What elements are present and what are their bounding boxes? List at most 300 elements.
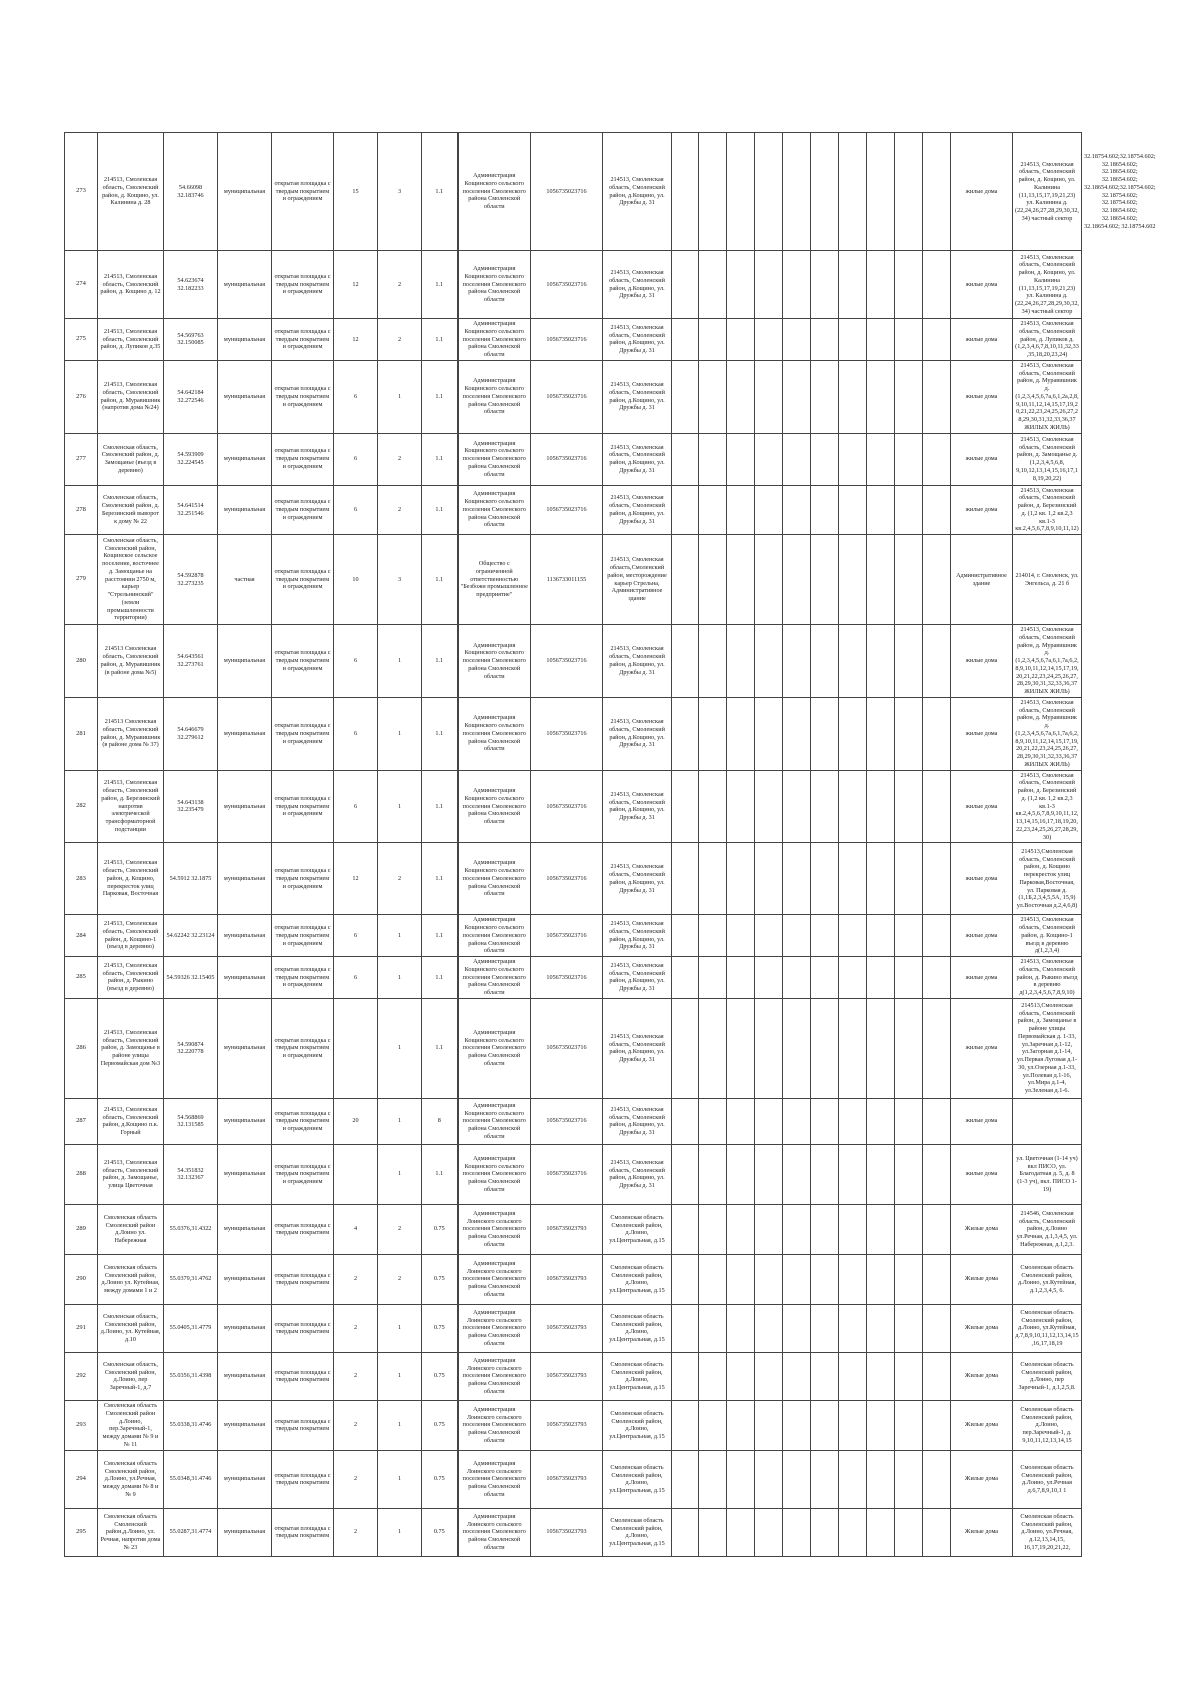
cell-empty — [867, 1204, 895, 1254]
cell-org: Администрация Кощинского сельского поселения Смоленского района Смоленской области — [458, 133, 531, 251]
table-row — [65, 957, 1158, 999]
cell-extra — [1082, 625, 1158, 698]
cell-n: 292 — [65, 1352, 98, 1400]
cell-empty — [867, 1304, 895, 1352]
cell-empty — [783, 535, 811, 625]
cell-vol: 1.1 — [422, 957, 458, 999]
cell-n: 288 — [65, 1144, 98, 1204]
cell-empty — [923, 1144, 951, 1204]
cell-cover: открытая площадка с твердым покрытием и ограждением — [272, 1144, 334, 1204]
cell-empty — [783, 998, 811, 1098]
cell-area — [334, 1144, 378, 1204]
cell-empty — [867, 360, 895, 433]
cell-orgaddr: Смоленская область Смоленский район, д.Лоино, ул.Центральная, д.15 — [603, 1352, 672, 1400]
cell-empty — [755, 998, 783, 1098]
cell-src: жилые дома — [951, 360, 1013, 433]
cell-vol: 0.75 — [422, 1254, 458, 1304]
cell-orgaddr: Смоленская область Смоленский район, д.Лоино, ул.Центральная, д.15 — [603, 1450, 672, 1508]
cell-empty — [672, 1254, 699, 1304]
cell-addr: 214513 Смоленская область, Смоленский район, д. Муравишник (в районе дома № 37) — [98, 697, 164, 770]
cell-vol: 1.1 — [422, 915, 458, 957]
cell-empty — [923, 1304, 951, 1352]
cell-n: 278 — [65, 485, 98, 535]
cell-cover: открытая площадка с твердым покрытием — [272, 1400, 334, 1450]
cell-empty — [727, 998, 755, 1098]
cell-empty — [783, 770, 811, 843]
cell-empty — [811, 360, 839, 433]
cell-empty — [923, 1400, 951, 1450]
cell-empty — [699, 1304, 727, 1352]
cell-extra — [1082, 843, 1158, 915]
table-row — [65, 697, 1158, 770]
cell-coords: 54.62242 32.23124 — [164, 915, 218, 957]
cell-empty — [755, 957, 783, 999]
cell-addr: 214513 Смоленская область, Смоленский район, д. Муравишник (в районе дома №5) — [98, 625, 164, 698]
cell-empty — [727, 251, 755, 319]
cell-empty — [755, 697, 783, 770]
cell-n: 282 — [65, 770, 98, 843]
cell-srcaddr: 214513,Смоленская область, Смоленский район, д. Замощанье в районе улицы Первомайская д. 1-33, ул.Заречная д.1-12, ул.Загорная д.1-14, ул.Первая Луговая д.1-30, ул.Озерная д.1-33, ул.Полевая д.1-16, ул.Мира д.1-4, ул.Зеленая д.1-6. — [1013, 998, 1082, 1098]
cell-cover: открытая площадка с твердым покрытием и ограждением — [272, 433, 334, 485]
cell-empty — [672, 133, 699, 251]
cell-coords: 54.5912 32.1875 — [164, 843, 218, 915]
cell-empty — [755, 1254, 783, 1304]
cell-empty — [839, 697, 867, 770]
cell-empty — [839, 1254, 867, 1304]
cell-empty — [783, 360, 811, 433]
cell-empty — [727, 1450, 755, 1508]
cell-org: Администрация Лоинского сельского поселения Смоленского района Смоленской области — [458, 1508, 531, 1556]
cell-n: 275 — [65, 319, 98, 361]
cell-empty — [839, 251, 867, 319]
cell-srcaddr: Смоленская область Смоленский район, д.Лоино, пер Заречный-1, д.1,2,5,8. — [1013, 1352, 1082, 1400]
cell-cover: открытая площадка с твердым покрытием и ограждением — [272, 535, 334, 625]
cell-area: 6 — [334, 360, 378, 433]
cell-srcaddr: Смоленская область Смоленский район, д.Лоино, ул.Речная, д.12,13,14,15, 16,17,19,20,21,22, — [1013, 1508, 1082, 1556]
cell-empty — [755, 133, 783, 251]
cell-src: Жилые дома — [951, 1304, 1013, 1352]
cell-area: 6 — [334, 697, 378, 770]
cell-area: 2 — [334, 1352, 378, 1400]
cell-orgaddr: 214513, Смоленская область, Смоленский район, д.Кощино, ул. Дружбы д. 31 — [603, 360, 672, 433]
cell-empty — [923, 1450, 951, 1508]
cell-ogrn: 1056735023793 — [531, 1254, 603, 1304]
cell-n: 283 — [65, 843, 98, 915]
cell-area: 6 — [334, 915, 378, 957]
cell-org: Администрация Кощинского сельского поселения Смоленского района Смоленской области — [458, 433, 531, 485]
cell-empty — [839, 957, 867, 999]
cell-empty — [811, 1254, 839, 1304]
cell-vol: 1.1 — [422, 843, 458, 915]
cell-n: 294 — [65, 1450, 98, 1508]
cell-org: Администрация Кощинского сельского поселения Смоленского района Смоленской области — [458, 485, 531, 535]
cell-empty — [867, 485, 895, 535]
cell-src: Жилые дома — [951, 1400, 1013, 1450]
cell-coords: 54.568869 32.131585 — [164, 1098, 218, 1144]
cell-empty — [923, 251, 951, 319]
cell-org: Администрация Лоинского сельского поселения Смоленского района Смоленской области — [458, 1352, 531, 1400]
cell-n: 276 — [65, 360, 98, 433]
cell-ogrn: 1056735023716 — [531, 485, 603, 535]
cell-ogrn: 1056735023716 — [531, 697, 603, 770]
cell-empty — [755, 625, 783, 698]
cell-empty — [727, 1352, 755, 1400]
cell-area: 15 — [334, 133, 378, 251]
cell-empty — [672, 843, 699, 915]
cell-area: 2 — [334, 1254, 378, 1304]
cell-empty — [783, 485, 811, 535]
cell-empty — [755, 915, 783, 957]
cell-empty — [727, 957, 755, 999]
cell-area: 10 — [334, 535, 378, 625]
cell-empty — [672, 360, 699, 433]
table-row — [65, 1304, 1158, 1352]
cell-empty — [672, 485, 699, 535]
cell-own: муниципальная — [218, 1450, 272, 1508]
cell-vol: 1.1 — [422, 251, 458, 319]
cell-orgaddr: 214513, Смоленская область, Смоленский район, д.Кощино, ул. Дружбы д. 31 — [603, 770, 672, 843]
cell-empty — [895, 957, 923, 999]
cell-n: 277 — [65, 433, 98, 485]
cell-src: жилые дома — [951, 770, 1013, 843]
cell-cover: открытая площадка с твердым покрытием — [272, 1304, 334, 1352]
cell-own: муниципальная — [218, 1400, 272, 1450]
cell-addr: 214513, Смоленская область, Смоленский район, д. Замощанье в районе улицы Первомайская дом №3 — [98, 998, 164, 1098]
cell-empty — [727, 915, 755, 957]
cell-cnt: 1 — [378, 360, 422, 433]
cell-own: муниципальная — [218, 360, 272, 433]
cell-empty — [839, 1400, 867, 1450]
cell-srcaddr: 214014, г. Смоленск, ул. Энгельса, д. 21 б — [1013, 535, 1082, 625]
cell-empty — [672, 1144, 699, 1204]
cell-empty — [783, 251, 811, 319]
cell-empty — [839, 1352, 867, 1400]
cell-empty — [672, 998, 699, 1098]
cell-empty — [699, 1144, 727, 1204]
cell-srcaddr: 214513, Смоленская область, Смоленский район, д. Кощино-1 въезд в деревню д(1,2,3,4) — [1013, 915, 1082, 957]
cell-ogrn: 1056735023716 — [531, 1144, 603, 1204]
cell-empty — [727, 133, 755, 251]
cell-cnt: 1 — [378, 1400, 422, 1450]
cell-empty — [895, 1304, 923, 1352]
cell-ogrn: 1056735023716 — [531, 915, 603, 957]
cell-ogrn: 1056735023716 — [531, 770, 603, 843]
cell-coords: 54.643138 32.235479 — [164, 770, 218, 843]
cell-empty — [923, 957, 951, 999]
cell-n: 287 — [65, 1098, 98, 1144]
cell-empty — [672, 770, 699, 843]
cell-empty — [672, 1304, 699, 1352]
cell-src: Жилые дома — [951, 1352, 1013, 1400]
cell-empty — [895, 697, 923, 770]
cell-cnt: 1 — [378, 1450, 422, 1508]
cell-orgaddr: Смоленская область Смоленский район, д.Лоино, ул.Центральная, д.15 — [603, 1400, 672, 1450]
cell-empty — [895, 1450, 923, 1508]
cell-coords: 54.643561 32.273761 — [164, 625, 218, 698]
cell-own: муниципальная — [218, 770, 272, 843]
cell-n: 295 — [65, 1508, 98, 1556]
cell-empty — [867, 133, 895, 251]
cell-empty — [923, 1352, 951, 1400]
table-row — [65, 1204, 1158, 1254]
cell-empty — [895, 1400, 923, 1450]
cell-orgaddr: 214513, Смоленская область, Смоленский район, д.Кощино, ул. Дружбы д. 31 — [603, 843, 672, 915]
cell-empty — [727, 433, 755, 485]
cell-addr: 214513, Смоленская область, Смоленский район, д. Кощино, ул. Калинина д. 28 — [98, 133, 164, 251]
cell-orgaddr: 214513, Смоленская область, Смоленский район, д.Кощино, ул. Дружбы д. 31 — [603, 1098, 672, 1144]
table-row — [65, 1254, 1158, 1304]
cell-empty — [867, 998, 895, 1098]
cell-empty — [895, 433, 923, 485]
cell-own: муниципальная — [218, 1144, 272, 1204]
cell-addr: 214513, Смоленская область, Смоленский район, д. Кощино, перекресток улиц Парковая, Восточная — [98, 843, 164, 915]
cell-empty — [839, 1098, 867, 1144]
cell-own: муниципальная — [218, 1304, 272, 1352]
cell-empty — [867, 1400, 895, 1450]
cell-coords: 55.0379,31.4762 — [164, 1254, 218, 1304]
cell-empty — [672, 535, 699, 625]
cell-own: муниципальная — [218, 1204, 272, 1254]
table-row — [65, 1098, 1158, 1144]
cell-coords: 55.0287,31.4774 — [164, 1508, 218, 1556]
table-row — [65, 1400, 1158, 1450]
cell-cover: открытая площадка с твердым покрытием и ограждением — [272, 998, 334, 1098]
cell-n: 284 — [65, 915, 98, 957]
cell-coords: 55.0356,31.4398 — [164, 1352, 218, 1400]
cell-ogrn: 1056735023716 — [531, 1098, 603, 1144]
table-row — [65, 1450, 1158, 1508]
cell-own: муниципальная — [218, 843, 272, 915]
cell-vol: 1.1 — [422, 697, 458, 770]
cell-addr: Смоленская область, Смоленский район, д.Лоино, пер Заречный-1, д.7 — [98, 1352, 164, 1400]
cell-srcaddr: Смоленская область Смоленский район, д.Лоино, ул.Речная д.6,7,8,9,10,1 1 — [1013, 1450, 1082, 1508]
cell-cnt: 1 — [378, 1352, 422, 1400]
cell-empty — [755, 770, 783, 843]
cell-ogrn: 1056735023793 — [531, 1204, 603, 1254]
cell-own: муниципальная — [218, 1352, 272, 1400]
cell-empty — [699, 251, 727, 319]
cell-addr: Смоленская область Смоленский район, д.Лоино, ул.Речная, между домами № 8 и № 9 — [98, 1450, 164, 1508]
cell-empty — [811, 319, 839, 361]
cell-cover: открытая площадка с твердым покрытием и ограждением — [272, 1098, 334, 1144]
cell-empty — [672, 625, 699, 698]
cell-area: 2 — [334, 1304, 378, 1352]
cell-org: Администрация Лоинского сельского поселения Смоленского района Смоленской области — [458, 1204, 531, 1254]
cell-cnt: 1 — [378, 697, 422, 770]
cell-empty — [867, 697, 895, 770]
cell-vol: 1.1 — [422, 133, 458, 251]
cell-addr: 214513, Смоленская область, Смоленский район, д. Муравишник (напротив дома №24) — [98, 360, 164, 433]
cell-extra — [1082, 535, 1158, 625]
cell-cnt: 3 — [378, 133, 422, 251]
cell-src: жилые дома — [951, 485, 1013, 535]
cell-cnt: 2 — [378, 1204, 422, 1254]
cell-cnt: 2 — [378, 319, 422, 361]
cell-vol: 0.75 — [422, 1508, 458, 1556]
table-row — [65, 1508, 1158, 1556]
cell-addr: Смоленская область, Смоленский район, д.Лоино, ул. Кутейная, д.10 — [98, 1304, 164, 1352]
cell-org: Администрация Лоинского сельского поселения Смоленского района Смоленской области — [458, 1400, 531, 1450]
cell-empty — [895, 998, 923, 1098]
cell-ogrn: 1056735023793 — [531, 1450, 603, 1508]
cell-empty — [839, 1450, 867, 1508]
cell-empty — [672, 1204, 699, 1254]
cell-srcaddr: 214513, Смоленская область, Смоленский район, д. Муравишник д. (1,2,3,4,5,6,7а,6,1,2а,2,8,9,10,11,12,14,15,17,19,20,21,22,23,24,25,26,27,28,29,30,31,32,33,36,37 ЖИЛЫХ ЖИЛЬ) — [1013, 360, 1082, 433]
cell-empty — [867, 319, 895, 361]
cell-empty — [755, 843, 783, 915]
cell-empty — [867, 843, 895, 915]
cell-srcaddr: 214513, Смоленская область, Смоленский район, д. Рыкино въезд в деревню д(1,2,3,4,5,6,7,8,9,10) — [1013, 957, 1082, 999]
cell-empty — [811, 1304, 839, 1352]
cell-addr: Смоленская область, Смоленский район, д. Березинский выворот к дому № 22 — [98, 485, 164, 535]
cell-addr: Смоленская область Смоленский район д.Лоино ул. Набережная — [98, 1204, 164, 1254]
cell-orgaddr: 214513, Смоленская область, Смоленский район, д.Кощино, ул. Дружбы д. 31 — [603, 957, 672, 999]
cell-cnt: 2 — [378, 1254, 422, 1304]
cell-empty — [811, 251, 839, 319]
cell-empty — [672, 1400, 699, 1450]
table-row — [65, 770, 1158, 843]
cell-vol: 0.75 — [422, 1450, 458, 1508]
cell-empty — [699, 485, 727, 535]
cell-empty — [783, 1098, 811, 1144]
cell-src: жилые дома — [951, 998, 1013, 1098]
cell-addr: 214513, Смоленская область, Смоленский район, д. Рыкино (въезд в деревню) — [98, 957, 164, 999]
cell-coords: 54.641514 32.251546 — [164, 485, 218, 535]
cell-empty — [727, 535, 755, 625]
cell-src: жилые дома — [951, 433, 1013, 485]
cell-empty — [923, 843, 951, 915]
cell-coords: 54.351832 32.132367 — [164, 1144, 218, 1204]
cell-orgaddr: 214513, Смоленская область, Смоленский район, д.Кощино, ул. Дружбы д. 31 — [603, 998, 672, 1098]
cell-orgaddr: 214513, Смоленская область,Смоленский район, месторождение карьер Стрельна, Административное здание — [603, 535, 672, 625]
cell-org: Администрация Кощинского сельского поселения Смоленского района Смоленской области — [458, 360, 531, 433]
cell-empty — [727, 1098, 755, 1144]
cell-srcaddr: 214513, Смоленская область, Смоленский район, д. Замощанье д. (1,2,3,4,5,6,8, 9,10,12,13,14,15,16,17,1 8,19,20,22) — [1013, 433, 1082, 485]
table-row — [65, 319, 1158, 361]
cell-cover: открытая площадка с твердым покрытием и ограждением — [272, 251, 334, 319]
cell-empty — [699, 770, 727, 843]
cell-empty — [895, 1254, 923, 1304]
cell-empty — [783, 319, 811, 361]
cell-srcaddr — [1013, 1098, 1082, 1144]
cell-empty — [811, 1400, 839, 1450]
cell-orgaddr: 214513, Смоленская область, Смоленский район, д.Кощино, ул. Дружбы д. 31 — [603, 1144, 672, 1204]
cell-empty — [839, 485, 867, 535]
cell-cnt: 2 — [378, 251, 422, 319]
cell-vol: 1.1 — [422, 1144, 458, 1204]
cell-extra — [1082, 485, 1158, 535]
cell-srcaddr: 214513, Смоленская область, Смоленский район, д. Кощино, ул. Калинина (11,13,15,17,19,21,23) ул. Калинина д. (22,24,26,27,28,29,30,32,34) частный сектор — [1013, 133, 1082, 251]
cell-org: Администрация Кощинского сельского поселения Смоленского района Смоленской области — [458, 770, 531, 843]
cell-src: жилые дома — [951, 251, 1013, 319]
cell-empty — [699, 1508, 727, 1556]
cell-n: 293 — [65, 1400, 98, 1450]
cell-empty — [699, 957, 727, 999]
cell-orgaddr: Смоленская область Смоленский район, д.Лоино, ул.Центральная, д.15 — [603, 1508, 672, 1556]
cell-addr: Смоленская область Смоленский район,д.Лоино, ул. Речная, напротив дома № 23 — [98, 1508, 164, 1556]
cell-empty — [895, 535, 923, 625]
cell-coords: 55.0405,31.4779 — [164, 1304, 218, 1352]
cell-empty — [867, 1098, 895, 1144]
cell-empty — [727, 360, 755, 433]
cell-empty — [699, 1450, 727, 1508]
cell-src: жилые дома — [951, 1098, 1013, 1144]
cell-own: муниципальная — [218, 251, 272, 319]
cell-addr: Смоленская область Смоленский район, д.Лоино ул. Кутейная, между домами 1 и 2 — [98, 1254, 164, 1304]
cell-area: 2 — [334, 1400, 378, 1450]
cell-coords: 54.623674 32.182233 — [164, 251, 218, 319]
cell-vol: 0.75 — [422, 1352, 458, 1400]
cell-own: частная — [218, 535, 272, 625]
cell-empty — [783, 1352, 811, 1400]
cell-extra: 32.18754.602;32.18754.602; 32.18654.602; 32.18654.602; 32.18654.602; 32.18654.602;32.18754.602; 32.18754.602; 32.18754.602; 32.18654.602; 32.18654.602; 32.18654.602; 32.18754.602 — [1082, 133, 1158, 251]
cell-coords: 55.0348,31.4746 — [164, 1450, 218, 1508]
cell-src: жилые дома — [951, 1144, 1013, 1204]
cell-cnt: 1 — [378, 915, 422, 957]
cell-own: муниципальная — [218, 1098, 272, 1144]
cell-coords: 54.66098 32.183746 — [164, 133, 218, 251]
cell-empty — [783, 957, 811, 999]
cell-org: Администрация Кощинского сельского поселения Смоленского района Смоленской области — [458, 251, 531, 319]
cell-empty — [867, 433, 895, 485]
cell-empty — [839, 770, 867, 843]
cell-area: 2 — [334, 1450, 378, 1508]
cell-empty — [727, 1508, 755, 1556]
cell-empty — [783, 1508, 811, 1556]
cell-empty — [755, 1400, 783, 1450]
cell-empty — [811, 1450, 839, 1508]
cell-org: Администрация Кощинского сельского поселения Смоленского района Смоленской области — [458, 998, 531, 1098]
cell-cnt: 1 — [378, 1508, 422, 1556]
cell-org: Администрация Лоинского сельского поселения Смоленского района Смоленской области — [458, 1254, 531, 1304]
cell-empty — [839, 319, 867, 361]
cell-extra — [1082, 1304, 1158, 1352]
cell-extra — [1082, 770, 1158, 843]
cell-orgaddr: 214513, Смоленская область, Смоленский район, д.Кощино, ул. Дружбы д. 31 — [603, 433, 672, 485]
cell-area: 12 — [334, 319, 378, 361]
cell-empty — [727, 1144, 755, 1204]
cell-empty — [783, 1450, 811, 1508]
cell-empty — [895, 843, 923, 915]
cell-area: 20 — [334, 1098, 378, 1144]
cell-empty — [811, 625, 839, 698]
cell-n: 279 — [65, 535, 98, 625]
cell-empty — [839, 535, 867, 625]
cell-own: муниципальная — [218, 319, 272, 361]
cell-empty — [755, 1204, 783, 1254]
cell-src: Жилые дома — [951, 1204, 1013, 1254]
cell-src: жилые дома — [951, 625, 1013, 698]
cell-orgaddr: 214513, Смоленская область, Смоленский район, д.Кощино, ул. Дружбы д. 31 — [603, 485, 672, 535]
cell-empty — [699, 915, 727, 957]
cell-srcaddr: 214513, Смоленская область, Смоленский район, д. Муравишник д. (1,2,3,4,5,6,7а,6,1,7а,6,2,8,9,10,11,12,14,15,17,19,20,21,22,23,24,25,26,27,28,29,30,31,32,33,36,37 ЖИЛЫХ ЖИЛЬ) — [1013, 625, 1082, 698]
cell-org: Администрация Кощинского сельского поселения Смоленского района Смоленской области — [458, 625, 531, 698]
cell-extra — [1082, 1098, 1158, 1144]
cell-orgaddr: 214513, Смоленская область, Смоленский район, д.Кощино, ул. Дружбы д. 31 — [603, 251, 672, 319]
cell-org: Администрация Кощинского сельского поселения Смоленского района Смоленской области — [458, 843, 531, 915]
cell-empty — [895, 360, 923, 433]
cell-src: Административное здание — [951, 535, 1013, 625]
cell-own: муниципальная — [218, 485, 272, 535]
cell-empty — [811, 770, 839, 843]
cell-empty — [811, 433, 839, 485]
cell-empty — [923, 1204, 951, 1254]
cell-coords: 54.590874 32.220778 — [164, 998, 218, 1098]
cell-empty — [839, 843, 867, 915]
cell-cover: открытая площадка с твердым покрытием — [272, 1352, 334, 1400]
cell-addr: Смоленская область, Смоленский район, д. Замощанье (въезд в деревню) — [98, 433, 164, 485]
cell-empty — [755, 1098, 783, 1144]
